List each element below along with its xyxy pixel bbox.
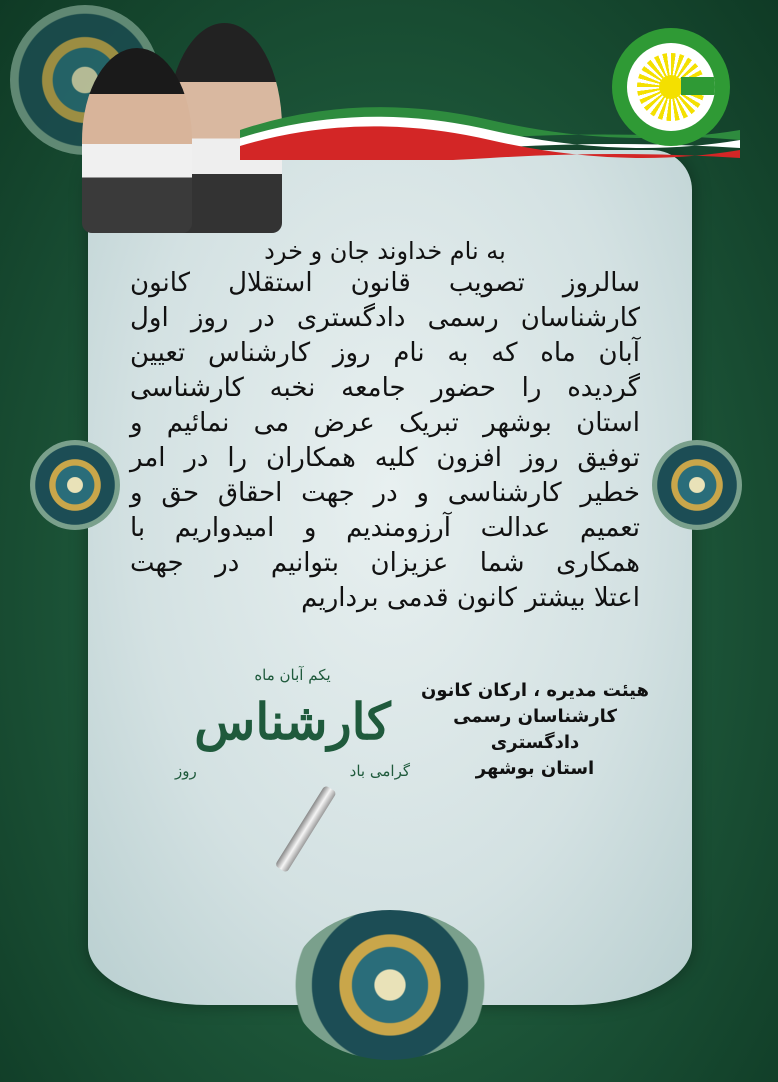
letter-line: اعتلا بیشتر کانون قدمی برداریم (301, 583, 640, 613)
letter-line: همکاری شما عزیزان بتوانیم در جهت (130, 548, 640, 578)
sun-emblem-icon (627, 43, 715, 131)
ornament-bottom-icon (290, 910, 490, 1060)
letter-line: استان بوشهر تبریک عرض می نمائیم و (130, 408, 640, 438)
signature-line: کارشناسان رسمی دادگستری (453, 706, 617, 753)
letter-title: به نام خداوند جان و خرد (264, 237, 506, 265)
calligraphy-left: روز (175, 762, 197, 780)
letter-line: خطیر کارشناسی و در جهت احقاق حق و (130, 478, 640, 508)
signature-line: استان بوشهر (475, 758, 595, 779)
signature-block (420, 678, 650, 782)
letter-line: توفیق روز افزون کلیه همکاران را در امر (130, 443, 640, 473)
signature-line: هیئت مدیره ، ارکان کانون (420, 680, 649, 701)
expert-day-calligraphy (175, 665, 410, 875)
portrait-left (82, 48, 192, 233)
letter-body (130, 236, 640, 616)
calligraphy-bottom-row (175, 761, 410, 781)
ornament-right-icon (652, 440, 742, 530)
ornament-left-icon (30, 440, 120, 530)
pen-icon (275, 785, 337, 873)
calligraphy-main: کارشناس (194, 692, 391, 751)
letter-line: آبان ماه که به نام روز کارشناس تعیین (130, 338, 640, 368)
letter-line: تعمیم عدالت آرزومندیم و امیدواریم با (130, 513, 640, 543)
logo (612, 28, 730, 146)
calligraphy-date: یکم آبان ماه (254, 666, 331, 684)
letter-line: کارشناسان رسمی دادگستری در روز اول (130, 303, 640, 333)
letter-line: سالروز تصویب قانون استقلال کانون (130, 268, 640, 298)
calligraphy-right: گرامی باد (349, 762, 410, 780)
letter-line: گردیده را حضور جامعه نخبه کارشناسی (130, 373, 640, 403)
